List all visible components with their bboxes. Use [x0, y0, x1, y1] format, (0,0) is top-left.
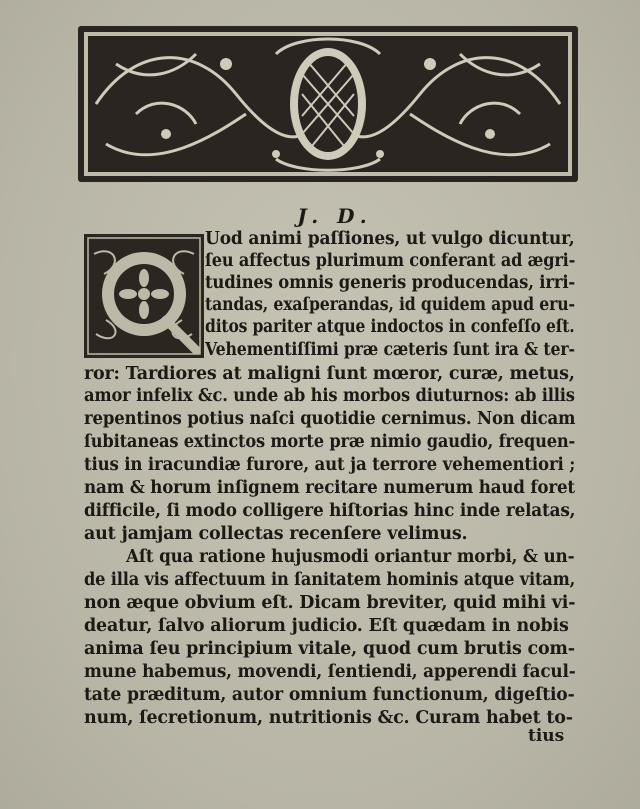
text-line: ſeu affectus plurimum conferant ad ægri- [205, 251, 576, 271]
text-line: Uod animi paſſiones, ut vulgo dicuntur, [205, 229, 575, 249]
text-line: num, ſecretionum, nutritionis &c. Curam habet to- [84, 708, 573, 728]
text-line: difficile, ſi modo colligere hiſtorias hinc inde relatas, [84, 501, 576, 521]
text-line: mune habemus, movendi, ſentiendi, apperendi facul- [84, 662, 576, 682]
author-initials: J. D. [297, 204, 373, 228]
text-line: nam & horum inſignem recitare numerum haud foret [84, 478, 575, 498]
decorated-initial-q-icon [84, 234, 204, 358]
catchword: tius [528, 726, 565, 746]
text-line: tudines omnis generis producendas, irri- [205, 273, 576, 293]
text-line: anima ſeu principium vitale, quod cum brutis com- [84, 639, 575, 659]
text-line: tate præditum, autor omnium functionum, digeſtio- [84, 685, 575, 705]
text-line: deatur, ſalvo aliorum judicio. Eſt quædam in nobis [84, 616, 569, 636]
ornamental-headpiece-icon [76, 24, 580, 184]
text-line: tandas, exaſperandas, id quidem apud eru- [205, 295, 575, 315]
text-line: non æque obvium eſt. Dicam breviter, quid mihi vi- [84, 593, 576, 613]
text-line: tius in iracundiæ furore, aut ja terrore vehementiori ; [84, 455, 576, 475]
text-line: ditos pariter atque indoctos in confeſſo eſt. [205, 317, 575, 337]
text-line: repentinos potius naſci quotidie cernimus. Non dicam [84, 409, 576, 429]
text-line: aut jamjam collectas recenſere velimus. [84, 524, 468, 544]
text-line: Vehementiſſimi præ cæteris ſunt ira & ter- [205, 340, 575, 360]
text-line: Aſt qua ratione hujusmodi oriantur morbi, & un- [126, 547, 575, 567]
text-line: amor infelix &c. unde ab his morbos diuturnos: ab illis [84, 386, 575, 406]
text-line: ror: Tardiores at maligni ſunt mœror, curæ, metus, [84, 364, 575, 384]
text-line: de illa vis affectuum in ſanitatem hominis atque vitam, [84, 570, 576, 590]
text-line: ſubitaneas extinctos morte præ nimio gaudio, frequen- [84, 432, 576, 452]
